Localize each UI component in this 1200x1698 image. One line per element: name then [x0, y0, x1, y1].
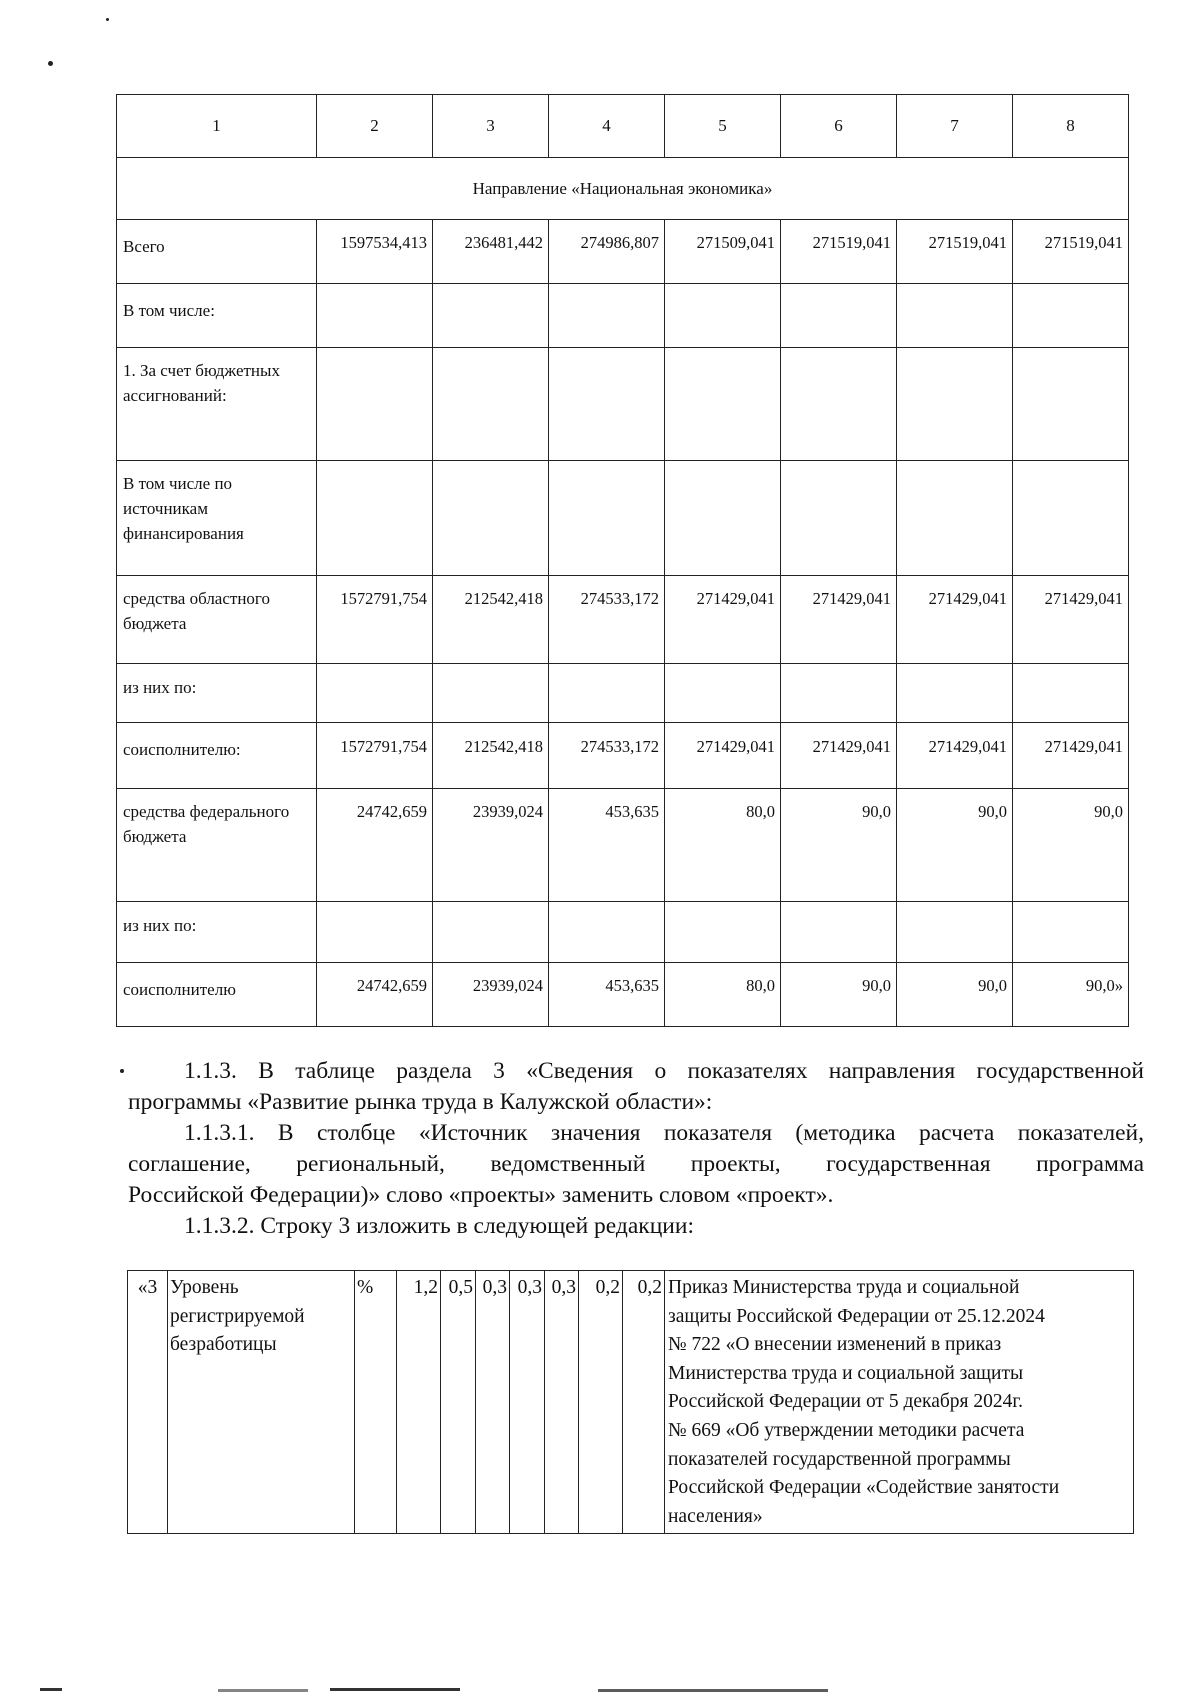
- indicator-value: 0,3: [476, 1271, 510, 1534]
- cell-value: [781, 348, 897, 461]
- scan-speck: [106, 18, 109, 21]
- cell-value: 271429,041: [897, 576, 1013, 664]
- cell-value: 23939,024: [433, 963, 549, 1027]
- cell-value: [665, 348, 781, 461]
- row-label: из них по:: [117, 902, 317, 963]
- row-label: из них по:: [117, 664, 317, 723]
- source-line: № 722 «О внесении изменений в приказ: [668, 1334, 1002, 1356]
- cell-value: 271429,041: [665, 723, 781, 789]
- cell-value: [1013, 284, 1129, 348]
- column-number: 6: [781, 95, 897, 158]
- cell-value: 271509,041: [665, 220, 781, 284]
- cell-value: [897, 284, 1013, 348]
- cell-value: 271519,041: [781, 220, 897, 284]
- row-label: средства федерального бюджета: [117, 789, 317, 902]
- source-line: защиты Российской Федерации от 25.12.2024: [668, 1305, 1045, 1327]
- cell-value: [317, 284, 433, 348]
- cell-value: [897, 902, 1013, 963]
- column-number: 5: [665, 95, 781, 158]
- cell-value: [665, 664, 781, 723]
- table-row: [117, 664, 1129, 723]
- table-row: [128, 1271, 1134, 1534]
- cell-value: [1013, 348, 1129, 461]
- table-row: [117, 963, 1129, 1027]
- scan-mark: [330, 1688, 460, 1691]
- cell-value: 24742,659: [317, 789, 433, 902]
- paragraph-2-line-3: Российской Федерации)» слово «проекты» заменить словом «проект».: [128, 1182, 834, 1208]
- source-line: Министерства труда и социальной защиты: [668, 1362, 1024, 1384]
- cell-value: 90,0: [897, 789, 1013, 902]
- indicator-value: 0,2: [623, 1271, 665, 1534]
- cell-value: [549, 348, 665, 461]
- cell-value: [781, 461, 897, 576]
- cell-value: 1597534,413: [317, 220, 433, 284]
- scan-speck: [48, 61, 53, 66]
- cell-value: [1013, 664, 1129, 723]
- table-row: [117, 576, 1129, 664]
- cell-value: 271429,041: [1013, 576, 1129, 664]
- cell-value: 453,635: [549, 963, 665, 1027]
- row-number: «3: [128, 1271, 168, 1534]
- indicator-value: 0,3: [545, 1271, 579, 1534]
- column-number: 3: [433, 95, 549, 158]
- table-row: [117, 348, 1129, 461]
- table-row: [117, 789, 1129, 902]
- cell-value: [1013, 461, 1129, 576]
- column-number: 7: [897, 95, 1013, 158]
- scan-mark: [218, 1689, 308, 1692]
- table-row: [117, 461, 1129, 576]
- indicator-table: [127, 1270, 1134, 1534]
- cell-value: [665, 902, 781, 963]
- cell-value: 90,0»: [1013, 963, 1129, 1027]
- cell-value: 80,0: [665, 963, 781, 1027]
- unit: %: [355, 1271, 397, 1534]
- paragraph-2-line-2: соглашение, региональный, ведомственный проекты, государственная программа: [128, 1151, 1144, 1177]
- table-header-row: [117, 95, 1129, 158]
- row-label: соисполнителю:: [117, 723, 317, 789]
- column-number: 4: [549, 95, 665, 158]
- cell-value: [433, 284, 549, 348]
- paragraph-3-line-1: 1.1.3.2. Строку 3 изложить в следующей редакции:: [184, 1213, 694, 1239]
- cell-value: 274533,172: [549, 723, 665, 789]
- source-line: населения»: [668, 1505, 763, 1527]
- cell-value: 212542,418: [433, 576, 549, 664]
- scan-mark: [40, 1688, 62, 1691]
- cell-value: [781, 902, 897, 963]
- indicator-value: 0,2: [579, 1271, 623, 1534]
- cell-value: [781, 664, 897, 723]
- cell-value: [897, 348, 1013, 461]
- cell-value: 90,0: [781, 789, 897, 902]
- cell-value: 90,0: [897, 963, 1013, 1027]
- cell-value: [897, 664, 1013, 723]
- source-line: Российской Федерации от 5 декабря 2024г.: [668, 1391, 1024, 1413]
- row-label: В том числе по источникам финансирования: [117, 461, 317, 576]
- cell-value: 271519,041: [1013, 220, 1129, 284]
- cell-value: 274986,807: [549, 220, 665, 284]
- cell-value: 271429,041: [1013, 723, 1129, 789]
- cell-value: 271429,041: [781, 723, 897, 789]
- table-row: [117, 902, 1129, 963]
- indicator-value: 1,2: [397, 1271, 441, 1534]
- indicator-value: 0,5: [441, 1271, 476, 1534]
- indicator-value: 0,3: [510, 1271, 545, 1534]
- row-label: 1. За счет бюджетных ассигнований:: [117, 348, 317, 461]
- cell-value: 274533,172: [549, 576, 665, 664]
- section-title: Направление «Национальная экономика»: [117, 158, 1129, 220]
- column-number: 2: [317, 95, 433, 158]
- financing-table: [116, 94, 1129, 1027]
- paragraph-1-line-1: 1.1.3. В таблице раздела 3 «Сведения о показателях направления государственной: [184, 1058, 1144, 1084]
- column-number: 8: [1013, 95, 1129, 158]
- source-line: Приказ Министерства труда и социальной: [668, 1277, 1020, 1298]
- cell-value: [1013, 902, 1129, 963]
- cell-value: 80,0: [665, 789, 781, 902]
- paragraph-2-line-1: 1.1.3.1. В столбце «Источник значения показателя (методика расчета показателей,: [184, 1120, 1144, 1146]
- cell-value: 1572791,754: [317, 723, 433, 789]
- cell-value: [317, 664, 433, 723]
- cell-value: [549, 902, 665, 963]
- row-label: средства областного бюджета: [117, 576, 317, 664]
- cell-value: [433, 348, 549, 461]
- table-row: [117, 284, 1129, 348]
- section-row: [117, 158, 1129, 220]
- paragraph-1-line-2: программы «Развитие рынка труда в Калужской области»:: [128, 1089, 713, 1115]
- cell-value: 236481,442: [433, 220, 549, 284]
- scan-mark: [598, 1689, 828, 1692]
- row-label: Всего: [117, 220, 317, 284]
- table-row: [117, 723, 1129, 789]
- cell-value: 453,635: [549, 789, 665, 902]
- cell-value: [433, 461, 549, 576]
- row-label: соисполнителю: [117, 963, 317, 1027]
- cell-value: [433, 902, 549, 963]
- cell-value: [781, 284, 897, 348]
- cell-value: 271519,041: [897, 220, 1013, 284]
- cell-value: [665, 461, 781, 576]
- row-label: В том числе:: [117, 284, 317, 348]
- cell-value: [549, 664, 665, 723]
- source-line: показателей государственной программы: [668, 1448, 1011, 1470]
- source-line: Российской Федерации «Содействие занятости: [668, 1477, 1060, 1499]
- indicator-name: Уровень регистрируемой безработицы: [168, 1271, 355, 1534]
- cell-value: [549, 461, 665, 576]
- cell-value: [665, 284, 781, 348]
- cell-value: [433, 664, 549, 723]
- cell-value: 1572791,754: [317, 576, 433, 664]
- cell-value: 212542,418: [433, 723, 549, 789]
- table-row: [117, 220, 1129, 284]
- cell-value: [317, 348, 433, 461]
- cell-value: 24742,659: [317, 963, 433, 1027]
- column-number: 1: [117, 95, 317, 158]
- cell-value: 271429,041: [781, 576, 897, 664]
- indicator-source: [665, 1271, 1134, 1534]
- source-line: № 669 «Об утверждении методики расчета: [668, 1419, 1025, 1441]
- cell-value: [897, 461, 1013, 576]
- cell-value: 271429,041: [665, 576, 781, 664]
- cell-value: 90,0: [781, 963, 897, 1027]
- cell-value: 271429,041: [897, 723, 1013, 789]
- cell-value: 23939,024: [433, 789, 549, 902]
- scan-speck: [120, 1069, 124, 1073]
- cell-value: [317, 461, 433, 576]
- cell-value: [317, 902, 433, 963]
- cell-value: [549, 284, 665, 348]
- cell-value: 90,0: [1013, 789, 1129, 902]
